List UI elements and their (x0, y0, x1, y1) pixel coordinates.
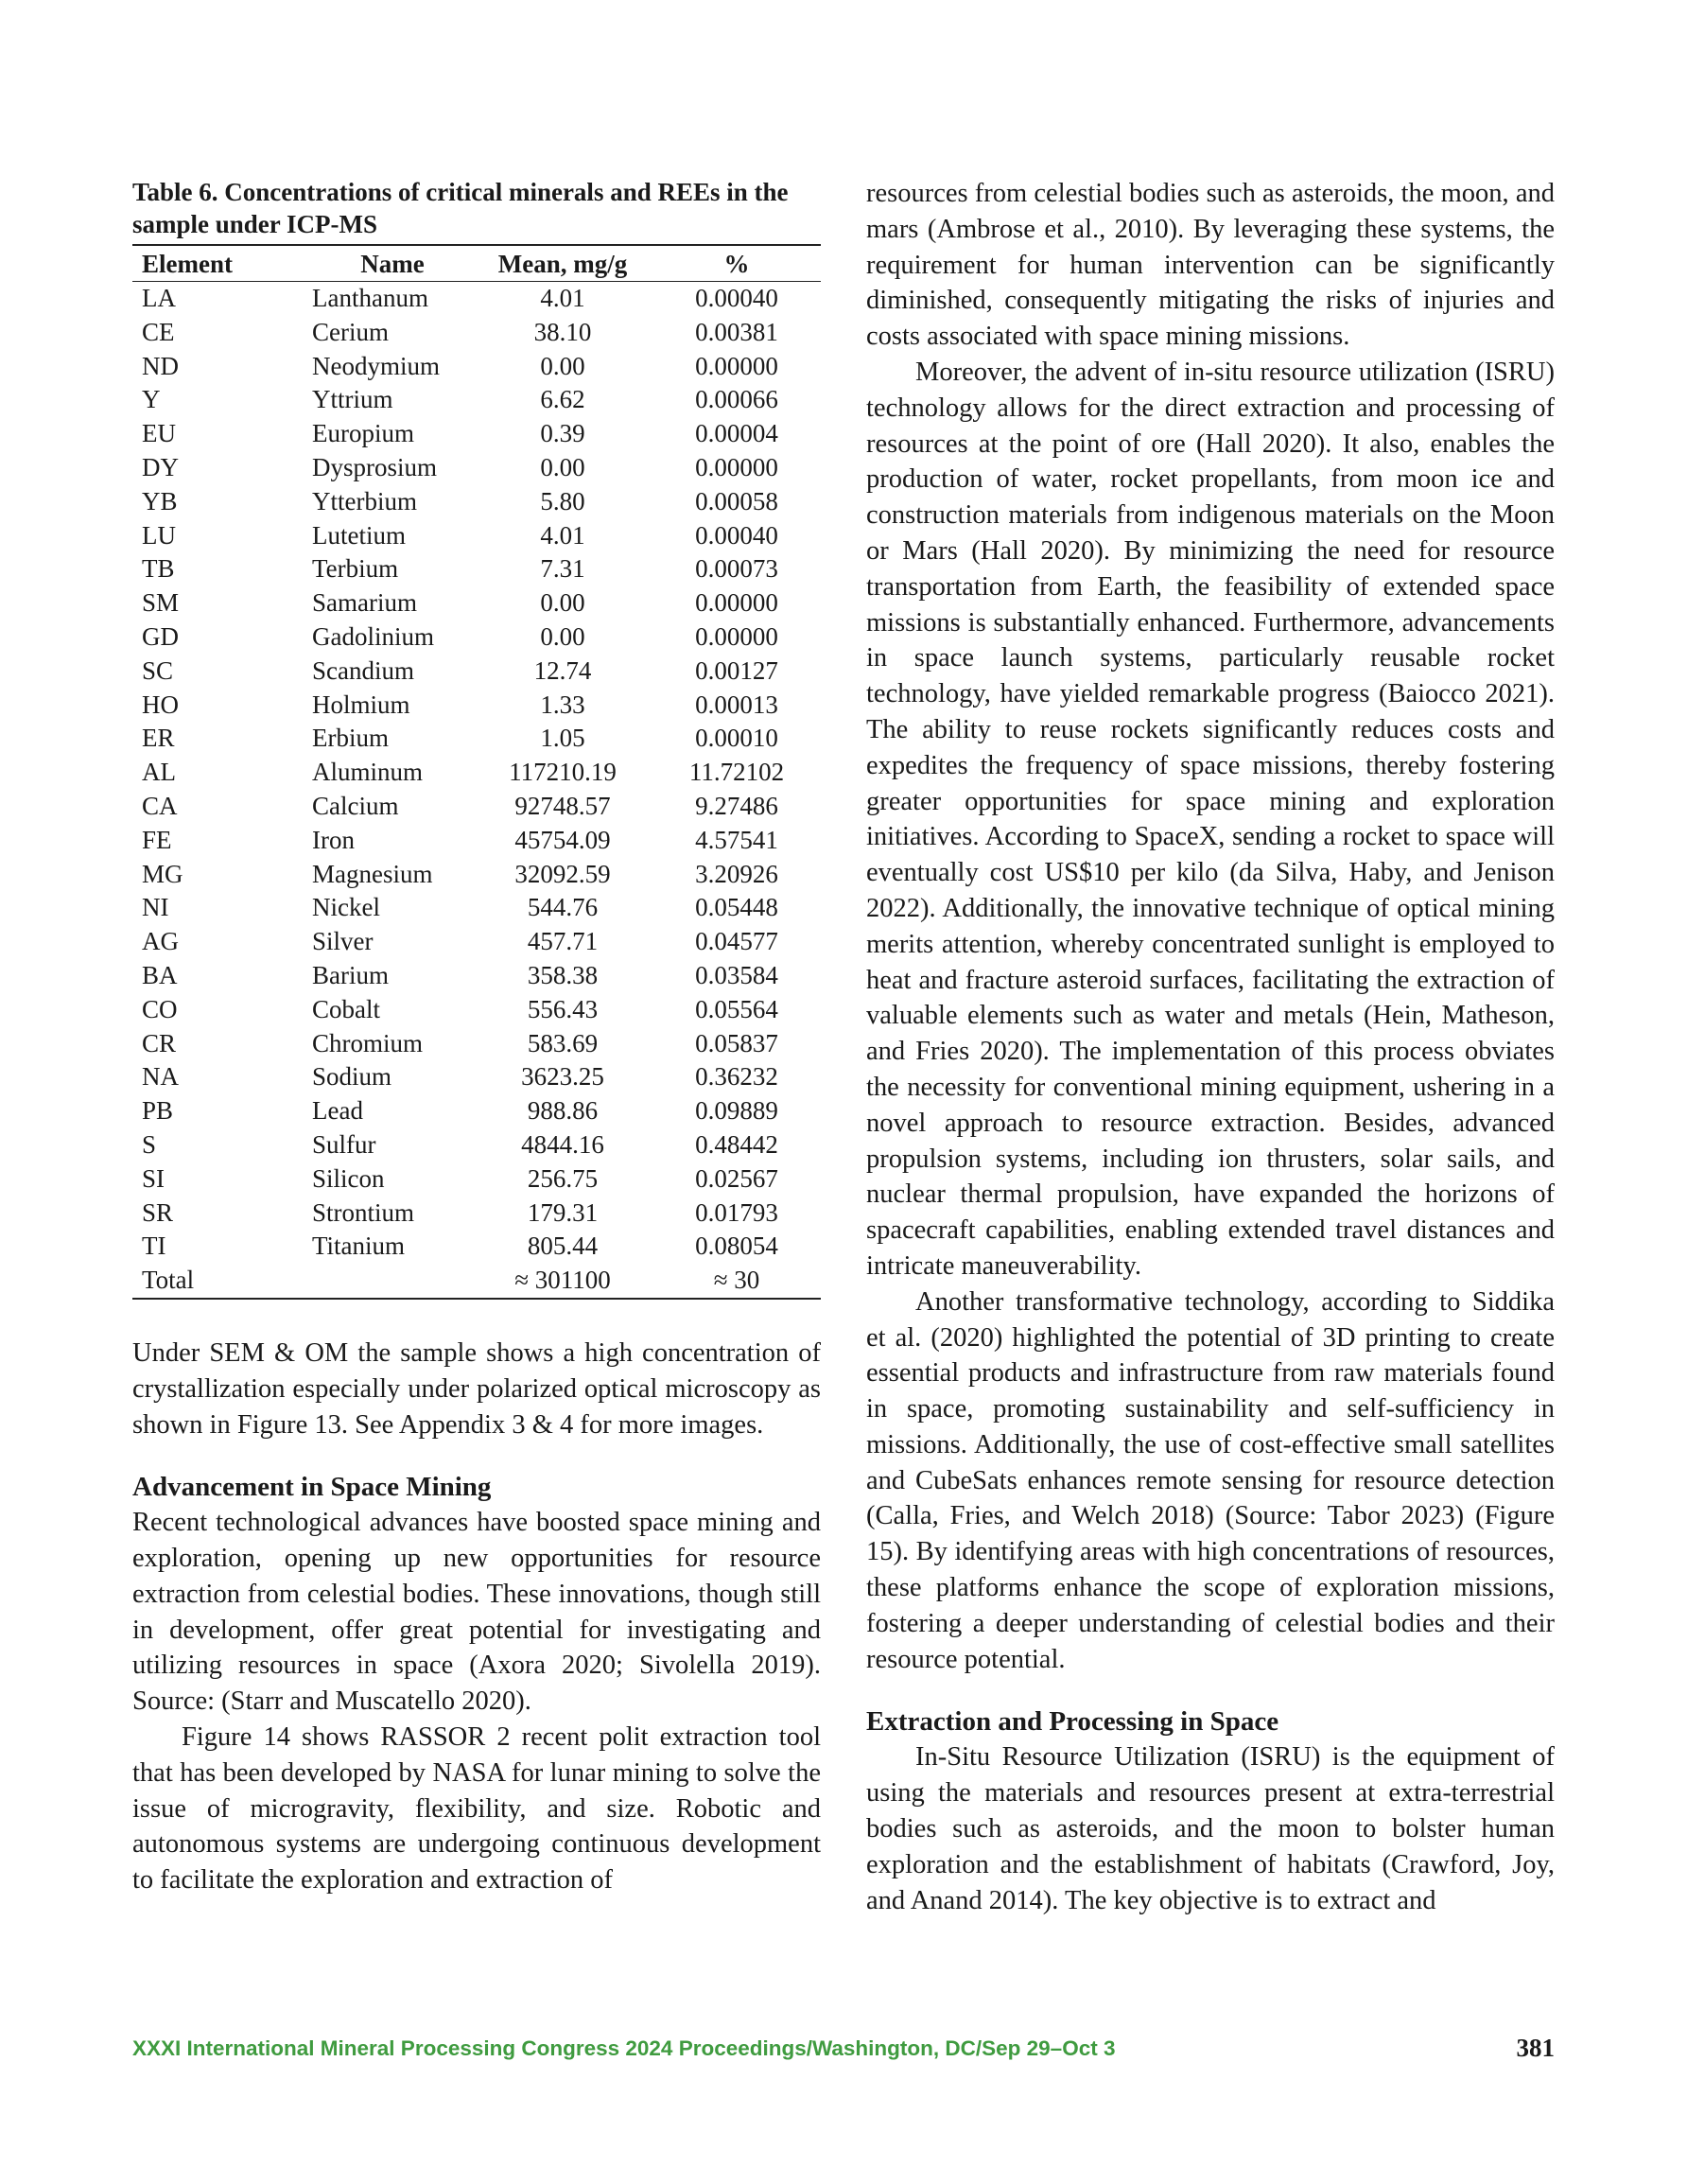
paragraph-3d-printing: Another transformative technology, according to Siddika et al. (2020) highlighted the potential of 3D printing to create essential products and infrastructure from raw materials found in space, promoting sustainability and self-sufficiency in missions. Additionally, the use of cost-effective small satellites and CubeSats enhances remote sensing for resource detection (Calla, Fries, and Welch 2018) (Source: Tabor 2023) (Figure 15). By identifying areas with high concentrations of resources, these platforms enhance the scope of exploration missions, fostering a deeper understanding of celestial bodies and their resource potential. (866, 1286, 1555, 1674)
table-row (132, 586, 821, 620)
table-row (132, 1197, 821, 1231)
cell-element: PB (142, 1096, 174, 1126)
cell-name: Gadolinium (312, 621, 434, 651)
cell-mean: 1.33 (540, 690, 585, 719)
cell-percent: 0.48442 (695, 1129, 778, 1159)
section-heading-extraction: Extraction and Processing in Space (866, 1706, 1279, 1738)
cell-name: Holmium (312, 690, 410, 719)
table-row (132, 858, 821, 892)
cell-element: GD (142, 621, 179, 651)
cell-mean: 6.62 (540, 385, 585, 414)
cell-name: Silver (312, 927, 374, 956)
cell-mean: 1.05 (540, 724, 585, 753)
cell-percent: 4.57541 (695, 825, 778, 854)
cell-name (312, 1264, 473, 1299)
cell-name: Sulfur (312, 1129, 376, 1159)
cell-name: Strontium (312, 1197, 415, 1227)
cell-mean: 358.38 (527, 960, 599, 989)
table-row (132, 1264, 821, 1299)
cell-name: Dysprosium (312, 452, 438, 481)
cell-mean: 38.10 (533, 317, 592, 346)
table-row (132, 1027, 821, 1061)
cell-percent: 0.00040 (695, 520, 778, 550)
table-row (132, 620, 821, 655)
cell-element: BA (142, 960, 178, 989)
cell-element: Total (132, 1264, 312, 1299)
cell-percent: 0.03584 (695, 960, 778, 989)
cell-element: ND (142, 351, 179, 380)
cell-percent: 0.00381 (695, 317, 778, 346)
table-row (132, 519, 821, 553)
cell-mean: 0.39 (540, 419, 585, 448)
cell-mean: 5.80 (540, 486, 585, 515)
paragraph-isru-moreover: Moreover, the advent of in-situ resource utilization (ISRU) technology allows for the direct extraction and processing of resources at the point of ore (Hall 2020). It also, enables the production of water, rocket propellants, from moon ice and construction materials from indigenous materials on the Moon or Mars (Hall 2020). By minimizing the need for resource transportation from Earth, the feasibility of extended space missions is substantially enhanced. Furthermore, advancements in space launch systems, particularly reusable rocket technology, have yielded remarkable progress (Baiocco 2021). The ability to reuse rockets significantly reduces costs and expedites the frequency of space missions, thereby fostering greater opportunities for space mining and exploration initiatives. According to SpaceX, sending a rocket to space will eventually cost US$10 per kilo (da Silva, Haby, and Jenison 2022). Additionally, the innovative technique of optical mining merits attention, whereby concentrated sunlight is employed to heat and fracture asteroid surfaces, facilitating the extraction of valuable elements such as water and metals (Hein, Matheson, and Fries 2020). The implementation of this process obviates the necessity for conventional mining equipment, ushering in a novel approach to resource extraction. Besides, advanced propulsion systems, including ion thrusters, solar sails, and nuclear thermal propulsion, have expanded the horizons of spacecraft capabilities, enabling extended travel distances and intricate maneuverability. (866, 357, 1555, 1281)
cell-element: FE (142, 825, 172, 854)
table-row (132, 790, 821, 824)
cell-percent: 0.09889 (695, 1096, 778, 1126)
cell-mean: 4.01 (540, 520, 585, 550)
cell-element: ER (142, 724, 175, 753)
cell-percent: 0.04577 (695, 927, 778, 956)
cell-percent: 0.36232 (695, 1062, 778, 1092)
cell-percent: 3.20926 (695, 859, 778, 888)
table-row (132, 552, 821, 586)
cell-name: Lutetium (312, 520, 406, 550)
cell-name: Titanium (312, 1232, 406, 1261)
cell-mean: 0.00 (540, 621, 585, 651)
cell-mean: 117210.19 (509, 758, 617, 787)
cell-element: EU (142, 419, 176, 448)
table-row (132, 824, 821, 858)
table-row (132, 485, 821, 519)
cell-mean: 805.44 (527, 1232, 599, 1261)
cell-name: Ytterbium (312, 486, 417, 515)
table-row (132, 655, 821, 689)
cell-mean: 179.31 (527, 1197, 599, 1227)
cell-element: DY (142, 452, 179, 481)
table-row (132, 1128, 821, 1162)
cell-name: Barium (312, 960, 389, 989)
cell-percent: 0.00010 (695, 724, 778, 753)
cell-name: Samarium (312, 588, 417, 618)
cell-element: CR (142, 1028, 177, 1057)
cell-element: MG (142, 859, 183, 888)
cell-percent: 0.00040 (695, 284, 778, 312)
cell-mean: 256.75 (527, 1163, 599, 1193)
cell-mean: 457.71 (527, 927, 599, 956)
cell-percent: 0.01793 (695, 1197, 778, 1227)
cell-name: Sodium (312, 1062, 392, 1092)
cell-name: Yttrium (312, 385, 393, 414)
table-row (132, 993, 821, 1027)
paragraph-figure-14: Figure 14 shows RASSOR 2 recent polit extraction tool that has been developed by NASA for lunar mining to solve the issue of microgravity, flexibility, and size. Robotic and autonomous systems are undergoing continuous development to facilitate the exploration and extraction of (132, 1722, 821, 1896)
table-row (132, 1094, 821, 1128)
table-row (132, 925, 821, 959)
cell-element: TB (142, 554, 175, 584)
table-row (132, 1162, 821, 1197)
cell-percent: 0.00000 (695, 351, 778, 380)
right-column (866, 176, 1555, 1918)
cell-name: Erbium (312, 724, 389, 753)
cell-name: Neodymium (312, 351, 440, 380)
table-row (132, 756, 821, 790)
cell-mean: 0.00 (540, 588, 585, 618)
cell-mean: 92748.57 (514, 791, 611, 820)
cell-percent: 0.00004 (695, 419, 778, 448)
page-number: 381 (1516, 2034, 1555, 2062)
cell-element: SI (142, 1163, 165, 1193)
cell-name: Cobalt (312, 994, 380, 1023)
cell-mean: 7.31 (540, 554, 585, 584)
cell-mean: 32092.59 (514, 859, 611, 888)
cell-element: S (142, 1129, 157, 1159)
cell-mean: 12.74 (533, 655, 592, 685)
cell-name: Chromium (312, 1028, 424, 1057)
cell-percent: 0.00000 (695, 588, 778, 618)
cell-mean: 3623.25 (521, 1062, 604, 1092)
footer-title: XXXI International Mineral Processing Congress 2024 Proceedings/Washington, DC/Sep 29–Oct 3 (132, 2036, 1116, 2060)
cell-name: Lead (312, 1096, 363, 1126)
cell-element: LU (142, 520, 176, 550)
cell-percent: 0.00066 (695, 385, 778, 414)
cell-percent: 0.02567 (695, 1163, 778, 1193)
cell-element: AL (142, 758, 176, 787)
header-element: Element (132, 245, 312, 282)
cell-element: CA (142, 791, 178, 820)
cell-element: CO (142, 994, 178, 1023)
cell-name: Nickel (312, 893, 380, 922)
table-row (132, 891, 821, 925)
table-row (132, 417, 821, 451)
cell-mean: 556.43 (527, 994, 599, 1023)
cell-percent: ≈ 30 (652, 1264, 821, 1299)
header-mean: Mean, mg/g (473, 245, 652, 282)
table-row (132, 282, 821, 316)
cell-percent: 0.00073 (695, 554, 778, 584)
cell-element: CE (142, 317, 175, 346)
left-column (132, 176, 821, 1898)
table-row (132, 350, 821, 384)
cell-mean: 544.76 (527, 893, 599, 922)
table-row (132, 1230, 821, 1264)
paragraph-sem-om: Under SEM & OM the sample shows a high concentration of crystallization especially under polarized optical microscopy as shown in Figure 13. See Appendix 3 & 4 for more images. (132, 1337, 821, 1440)
cell-name: Magnesium (312, 859, 433, 888)
cell-percent: 0.00127 (695, 655, 778, 685)
cell-element: SM (142, 588, 180, 618)
cell-name: Europium (312, 419, 414, 448)
cell-name: Iron (312, 825, 355, 854)
cell-mean: ≈ 301100 (473, 1264, 652, 1299)
concentrations-table (132, 244, 821, 1300)
cell-name: Aluminum (312, 758, 424, 787)
cell-name: Lanthanum (312, 284, 428, 312)
table-header-row (132, 245, 821, 282)
cell-element: NI (142, 893, 169, 922)
cell-name: Calcium (312, 791, 399, 820)
cell-element: Y (142, 385, 161, 414)
cell-percent: 0.00000 (695, 452, 778, 481)
table-row (132, 451, 821, 485)
cell-mean: 45754.09 (514, 825, 611, 854)
cell-name: Terbium (312, 554, 399, 584)
cell-percent: 0.08054 (695, 1232, 778, 1261)
cell-mean: 4844.16 (521, 1129, 604, 1159)
cell-element: NA (142, 1062, 179, 1092)
cell-percent: 0.05448 (695, 893, 778, 922)
paragraph-resources: resources from celestial bodies such as asteroids, the moon, and mars (Ambrose et al., 2010). By leveraging these systems, the requirement for human intervention can be significantly diminished, consequently mitigating the risks of injuries and costs associated with space mining missions. (866, 179, 1555, 352)
header-name: Name (312, 245, 473, 282)
cell-percent: 9.27486 (695, 791, 778, 820)
cell-percent: 0.00013 (695, 690, 778, 719)
table-row (132, 689, 821, 723)
cell-element: YB (142, 486, 178, 515)
cell-mean: 988.86 (527, 1096, 599, 1126)
cell-mean: 4.01 (540, 284, 585, 312)
cell-name: Cerium (312, 317, 389, 346)
cell-name: Silicon (312, 1163, 385, 1193)
table-row (132, 383, 821, 417)
table-caption: Table 6. Concentrations of critical minerals and REEs in the sample under ICP-MS (132, 178, 789, 238)
table-row (132, 722, 821, 756)
cell-mean: 583.69 (527, 1028, 599, 1057)
cell-element: AG (142, 927, 179, 956)
table-row (132, 959, 821, 993)
page-footer (132, 2029, 1555, 2067)
cell-element: SR (142, 1197, 174, 1227)
cell-mean: 0.00 (540, 452, 585, 481)
table-row (132, 1060, 821, 1094)
cell-element: LA (142, 284, 176, 312)
table-row (132, 316, 821, 350)
cell-element: HO (142, 690, 179, 719)
cell-percent: 0.05564 (695, 994, 778, 1023)
cell-mean: 0.00 (540, 351, 585, 380)
paragraph-isru-definition: In-Situ Resource Utilization (ISRU) is the equipment of using the materials and resources present at extra-terrestrial bodies such as asteroids, and the moon to bolster human exploration and the establishment of habitats (Crawford, Joy, and Anand 2014). The key objective is to extract and (866, 1742, 1555, 1915)
cell-name: Scandium (312, 655, 414, 685)
section-heading-advancement: Advancement in Space Mining (132, 1472, 492, 1503)
cell-percent: 11.72102 (688, 758, 785, 787)
cell-percent: 0.00000 (695, 621, 778, 651)
table-body (132, 282, 821, 1299)
cell-percent: 0.00058 (695, 486, 778, 515)
header-percent: % (652, 245, 821, 282)
cell-element: TI (142, 1232, 166, 1261)
cell-percent: 0.05837 (695, 1028, 778, 1057)
cell-element: SC (142, 655, 174, 685)
paragraph-advances: Recent technological advances have boosted space mining and exploration, opening up new opportunities for resource extraction from celestial bodies. These innovations, though still in development, offer great potential for investigating and utilizing resources in space (Axora 2020; Sivolella 2019). Source: (Starr and Muscatello 2020). (132, 1508, 821, 1717)
